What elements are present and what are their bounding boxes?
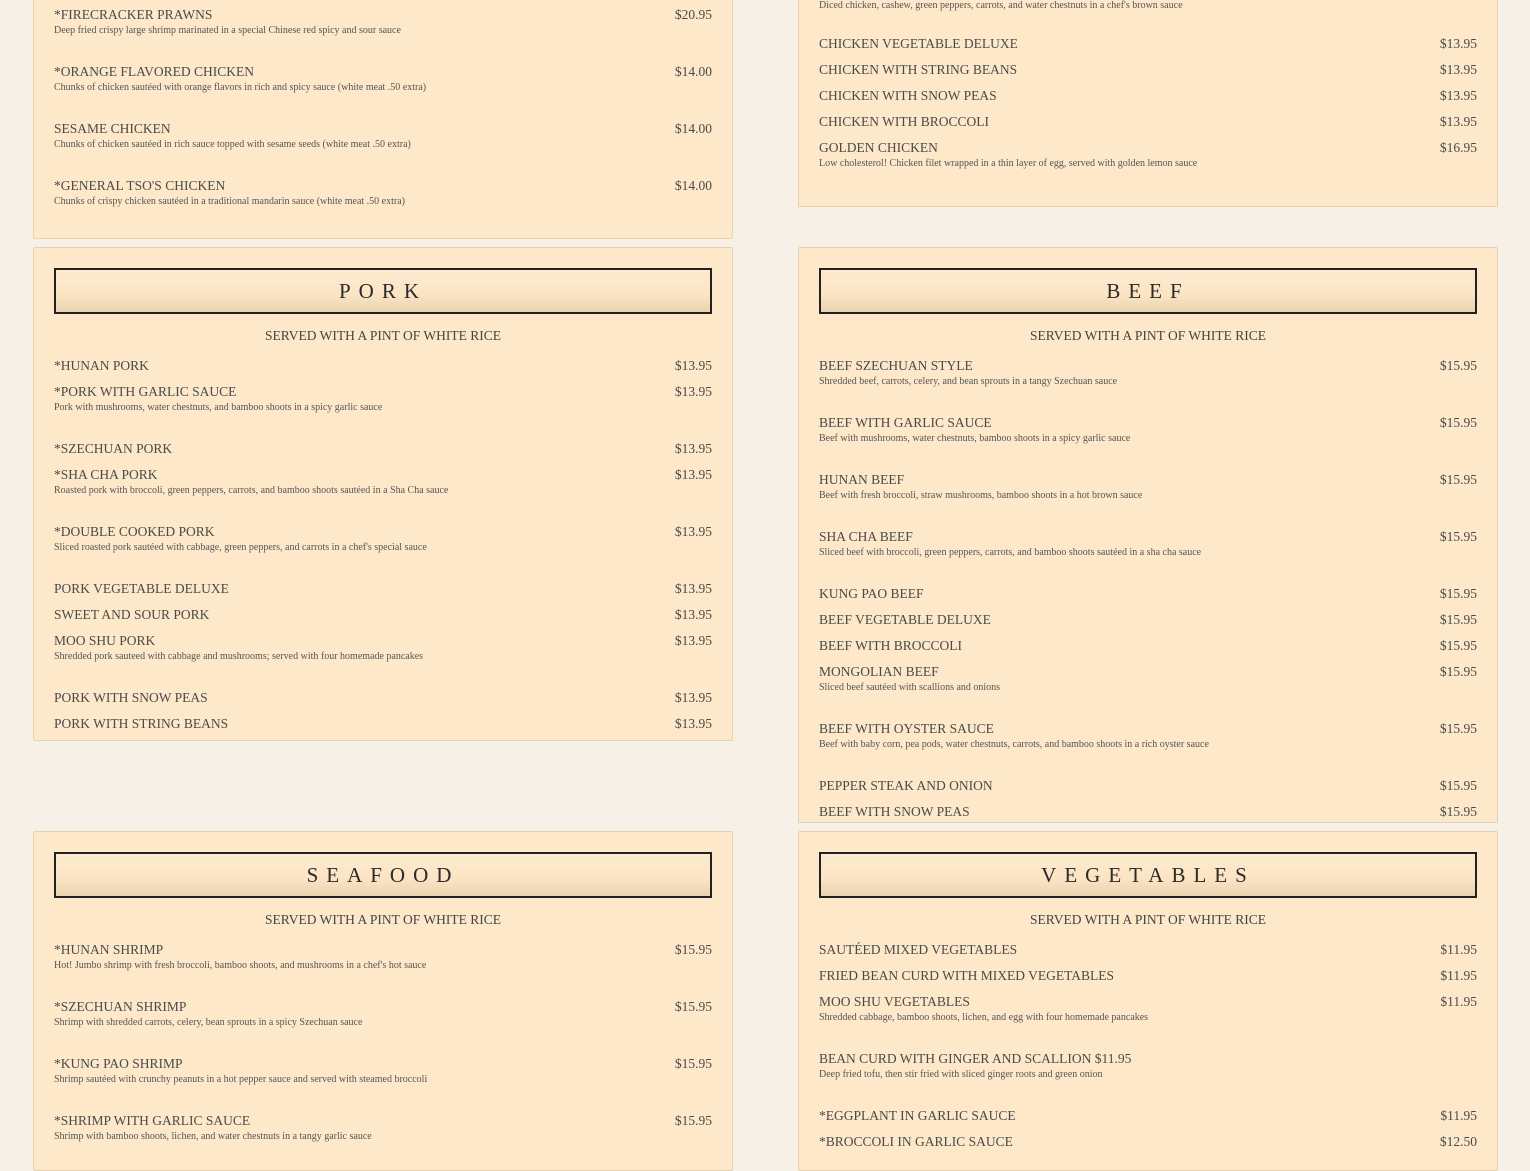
menu-item xyxy=(54,711,712,737)
item-price: $13.95 xyxy=(674,633,712,648)
menu-item-row xyxy=(54,602,712,628)
menu-item-row xyxy=(819,1129,1477,1155)
item-description: Shrimp sautéed with crunchy peanuts in a hot pepper sauce and served with steamed broccoli xyxy=(54,1074,428,1085)
item-name: PEPPER STEAK AND ONION xyxy=(819,778,993,793)
menu-item xyxy=(54,379,712,436)
item-name: *HUNAN SHRIMP xyxy=(54,942,164,957)
menu-item xyxy=(819,716,1477,773)
item-price: $13.95 xyxy=(674,607,712,622)
menu-list xyxy=(819,937,1477,1155)
menu-item-row xyxy=(819,83,1477,109)
item-name: BEEF VEGETABLE DELUXE xyxy=(819,612,991,627)
pork-panel xyxy=(33,247,733,741)
item-description: Pork with mushrooms, water chestnuts, and bamboo shoots in a spicy garlic sauce xyxy=(54,402,383,413)
item-description: Shrimp with shredded carrots, celery, bean sprouts in a spicy Szechuan sauce xyxy=(54,1017,363,1028)
item-name: SWEET AND SOUR PORK xyxy=(54,607,210,622)
item-price: $11.95 xyxy=(1440,994,1477,1009)
item-name: *FIRECRACKER PRAWNS xyxy=(54,7,213,22)
item-description: Beef with mushrooms, water chestnuts, bamboo shoots in a spicy garlic sauce xyxy=(819,433,1131,444)
menu-list xyxy=(819,353,1477,825)
item-name: HUNAN BEEF xyxy=(819,472,905,487)
served-note: SERVED WITH A PINT OF WHITE RICE xyxy=(1030,328,1266,343)
item-price: $14.00 xyxy=(674,64,712,79)
menu-item-row xyxy=(54,353,712,379)
item-description: Shrimp with bamboo shoots, lichen, and water chestnuts in a tangy garlic sauce xyxy=(54,1131,372,1142)
menu-item xyxy=(54,173,712,230)
item-name: BEEF WITH OYSTER SAUCE xyxy=(819,721,994,736)
item-name: *SZECHUAN SHRIMP xyxy=(54,999,187,1014)
item-name: SHA CHA BEEF xyxy=(819,529,913,544)
item-name: *HUNAN PORK xyxy=(54,358,149,373)
item-description: Beef with fresh broccoli, straw mushrooms, bamboo shoots in a hot brown sauce xyxy=(819,490,1143,501)
item-price: $13.95 xyxy=(674,467,712,482)
item-price: $15.95 xyxy=(1439,472,1477,487)
section-header-vegetables: VEGETABLES xyxy=(819,852,1477,898)
item-name: SESAME CHICKEN xyxy=(54,121,171,136)
menu-item xyxy=(819,57,1477,83)
item-name: *EGGPLANT IN GARLIC SAUCE xyxy=(819,1108,1016,1123)
item-price: $11.95 xyxy=(1440,1108,1477,1123)
item-name: MOO SHU VEGETABLES xyxy=(819,994,970,1009)
menu-item xyxy=(819,109,1477,135)
item-price: $15.95 xyxy=(1439,358,1477,373)
menu-item xyxy=(54,116,712,173)
menu-item xyxy=(819,799,1477,825)
item-price: $13.95 xyxy=(674,524,712,539)
item-price: $13.95 xyxy=(674,581,712,596)
item-name: *BROCCOLI IN GARLIC SAUCE xyxy=(819,1134,1013,1149)
item-name: *DOUBLE COOKED PORK xyxy=(54,524,215,539)
section-header-beef: BEEF xyxy=(819,268,1477,314)
menu-item xyxy=(54,1051,712,1108)
section-header-seafood: SEAFOOD xyxy=(54,852,712,898)
item-description: Chunks of crispy chicken sautéed in a traditional mandarin sauce (white meat .50 extra) xyxy=(54,196,405,207)
menu-item-row xyxy=(819,581,1477,607)
menu-item-row xyxy=(819,31,1477,57)
menu-item xyxy=(819,31,1477,57)
item-price: $15.95 xyxy=(1439,664,1477,679)
item-price: $13.95 xyxy=(1439,62,1477,77)
item-price: $20.95 xyxy=(674,7,712,22)
item-name: *PORK WITH GARLIC SAUCE xyxy=(54,384,237,399)
item-name: *SZECHUAN PORK xyxy=(54,441,173,456)
item-name: *ORANGE FLAVORED CHICKEN xyxy=(54,64,255,79)
item-price: $15.95 xyxy=(674,1113,712,1128)
menu-item xyxy=(819,659,1477,716)
item-price: $13.95 xyxy=(674,358,712,373)
item-name: MONGOLIAN BEEF xyxy=(819,664,939,679)
menu-item xyxy=(819,1103,1477,1129)
beef-panel xyxy=(798,247,1498,823)
menu-item xyxy=(819,963,1477,989)
menu-item xyxy=(819,410,1477,467)
item-description: Shredded cabbage, bamboo shoots, lichen, and egg with four homemade pancakes xyxy=(819,1012,1149,1023)
menu-item-row xyxy=(819,607,1477,633)
menu-item-row xyxy=(819,799,1477,825)
item-price: $11.95 xyxy=(1440,968,1477,983)
menu-item-row xyxy=(54,711,712,737)
menu-item xyxy=(819,83,1477,109)
item-price: $14.00 xyxy=(674,178,712,193)
item-description: Sliced beef with broccoli, green peppers, carrots, and bamboo shoots sautéed in a sha cha sauce xyxy=(819,547,1202,558)
item-name: PORK WITH SNOW PEAS xyxy=(54,690,208,705)
menu-item xyxy=(54,1108,712,1165)
item-name: *GENERAL TSO'S CHICKEN xyxy=(54,178,226,193)
item-name: FRIED BEAN CURD WITH MIXED VEGETABLES xyxy=(819,968,1115,983)
menu-item xyxy=(54,994,712,1051)
menu-item-row xyxy=(819,633,1477,659)
chicken-specials-panel xyxy=(33,0,733,239)
item-description: Deep fried crispy large shrimp marinated in a special Chinese red spicy and sour sauce xyxy=(54,25,401,36)
item-price: $13.95 xyxy=(674,716,712,731)
chicken-panel xyxy=(798,0,1498,207)
item-price: $15.95 xyxy=(674,1056,712,1071)
item-name: CHICKEN WITH BROCCOLI xyxy=(819,114,989,129)
item-description: Deep fried tofu, then stir fried with sliced ginger roots and green onion xyxy=(819,1069,1103,1080)
menu-item xyxy=(54,602,712,628)
menu-item xyxy=(819,937,1477,963)
menu-item-row xyxy=(819,57,1477,83)
section-header-pork: PORK xyxy=(54,268,712,314)
item-name: KUNG PAO BEEF xyxy=(819,586,924,601)
item-description: Chunks of chicken sautéed with orange flavors in rich and spicy sauce (white meat .50 extra) xyxy=(54,82,427,93)
item-price: $16.95 xyxy=(1439,140,1477,155)
menu-item xyxy=(819,135,1477,192)
menu-item-row xyxy=(819,937,1477,963)
item-price: $15.95 xyxy=(1439,415,1477,430)
menu-item-row xyxy=(819,1103,1477,1129)
vegetables-panel xyxy=(798,831,1498,1171)
menu-item xyxy=(819,1046,1477,1103)
item-price: $15.95 xyxy=(674,942,712,957)
item-description: Shredded beef, carrots, celery, and bean sprouts in a tangy Szechuan sauce xyxy=(819,376,1118,387)
item-price: $15.95 xyxy=(1439,778,1477,793)
menu-item-row xyxy=(54,685,712,711)
item-price: $12.50 xyxy=(1439,1134,1477,1149)
item-name: MOO SHU PORK xyxy=(54,633,156,648)
item-description: Low cholesterol! Chicken filet wrapped in a thin layer of egg, served with golden lemon sauce xyxy=(819,158,1198,169)
item-price: $13.95 xyxy=(1439,36,1477,51)
menu-item xyxy=(54,937,712,994)
menu-item xyxy=(54,685,712,711)
item-name: GOLDEN CHICKEN xyxy=(819,140,938,155)
item-price: $15.95 xyxy=(1439,721,1477,736)
item-price: $14.00 xyxy=(674,121,712,136)
item-price: $11.95 xyxy=(1440,942,1477,957)
item-name: *KUNG PAO SHRIMP xyxy=(54,1056,183,1071)
menu-item xyxy=(819,633,1477,659)
item-name: BEEF SZECHUAN STYLE xyxy=(819,358,973,373)
item-name: PORK WITH STRING BEANS xyxy=(54,716,229,731)
menu-item xyxy=(54,59,712,116)
menu-item xyxy=(819,353,1477,410)
menu-item xyxy=(54,2,712,59)
menu-list xyxy=(54,2,712,230)
menu-list xyxy=(819,31,1477,192)
item-name: CHICKEN WITH SNOW PEAS xyxy=(819,88,997,103)
item-price: $13.95 xyxy=(674,690,712,705)
item-description: Hot! Jumbo shrimp with fresh broccoli, bamboo shoots, and mushrooms in a chef's hot sauce xyxy=(54,960,427,971)
item-description: Beef with baby corn, pea pods, water chestnuts, carrots, and bamboo shoots in a rich oyster sauce xyxy=(819,739,1209,750)
item-name: CHICKEN VEGETABLE DELUXE xyxy=(819,36,1018,51)
seafood-panel xyxy=(33,831,733,1171)
item-description: Chunks of chicken sautéed in rich sauce topped with sesame seeds (white meat .50 extra) xyxy=(54,139,411,150)
item-price: $15.95 xyxy=(1439,529,1477,544)
menu-item xyxy=(819,1129,1477,1155)
item-name: SAUTÉED MIXED VEGETABLES xyxy=(819,942,1018,957)
menu-item-row xyxy=(54,576,712,602)
menu-item xyxy=(819,524,1477,581)
item-description: Sliced roasted pork sautéed with cabbage, green peppers, and carrots in a chef's special sauce xyxy=(54,542,427,553)
item-name: BEEF WITH BROCCOLI xyxy=(819,638,963,653)
item-name: PORK VEGETABLE DELUXE xyxy=(54,581,229,596)
item-price: $13.95 xyxy=(674,441,712,456)
menu-item-row xyxy=(54,436,712,462)
item-price: $15.95 xyxy=(1439,638,1477,653)
menu-item xyxy=(819,467,1477,524)
item-price: $13.95 xyxy=(674,384,712,399)
item-price: $13.95 xyxy=(1439,88,1477,103)
served-note: SERVED WITH A PINT OF WHITE RICE xyxy=(265,912,501,927)
item-name: BEEF WITH GARLIC SAUCE xyxy=(819,415,992,430)
item-name: BEEF WITH SNOW PEAS xyxy=(819,804,970,819)
item-name: *SHA CHA PORK xyxy=(54,467,158,482)
item-price: $15.95 xyxy=(1439,804,1477,819)
served-note: SERVED WITH A PINT OF WHITE RICE xyxy=(1030,912,1266,927)
menu-item xyxy=(54,353,712,379)
menu-list xyxy=(54,937,712,1165)
menu-list xyxy=(54,353,712,737)
menu-item xyxy=(54,519,712,576)
item-price: $15.95 xyxy=(1439,586,1477,601)
item-description: Sliced beef sautéed with scallions and onions xyxy=(819,682,1001,693)
menu-item xyxy=(819,581,1477,607)
menu-item xyxy=(819,773,1477,799)
item-description: Diced chicken, cashew, green peppers, carrots, and water chestnuts in a chef's brown sauce xyxy=(819,0,1183,11)
menu-item-row xyxy=(819,773,1477,799)
item-price: $13.95 xyxy=(1439,114,1477,129)
menu-item xyxy=(819,989,1477,1046)
menu-item-row xyxy=(819,963,1477,989)
item-name: BEAN CURD WITH GINGER AND SCALLION $11.95 xyxy=(819,1051,1132,1066)
menu-item xyxy=(54,628,712,685)
menu-item xyxy=(54,436,712,462)
item-price: $15.95 xyxy=(674,999,712,1014)
item-description: Roasted pork with broccoli, green peppers, carrots, and bamboo shoots sautéed in a Sha Cha sauce xyxy=(54,485,449,496)
served-note: SERVED WITH A PINT OF WHITE RICE xyxy=(265,328,501,343)
menu-item xyxy=(54,576,712,602)
menu-item-row xyxy=(819,109,1477,135)
item-name: *SHRIMP WITH GARLIC SAUCE xyxy=(54,1113,251,1128)
item-description: Shredded pork sauteed with cabbage and mushrooms; served with four homemade pancakes xyxy=(54,651,424,662)
item-name: CHICKEN WITH STRING BEANS xyxy=(819,62,1018,77)
menu-item xyxy=(54,462,712,519)
menu-item xyxy=(819,607,1477,633)
item-price: $15.95 xyxy=(1439,612,1477,627)
